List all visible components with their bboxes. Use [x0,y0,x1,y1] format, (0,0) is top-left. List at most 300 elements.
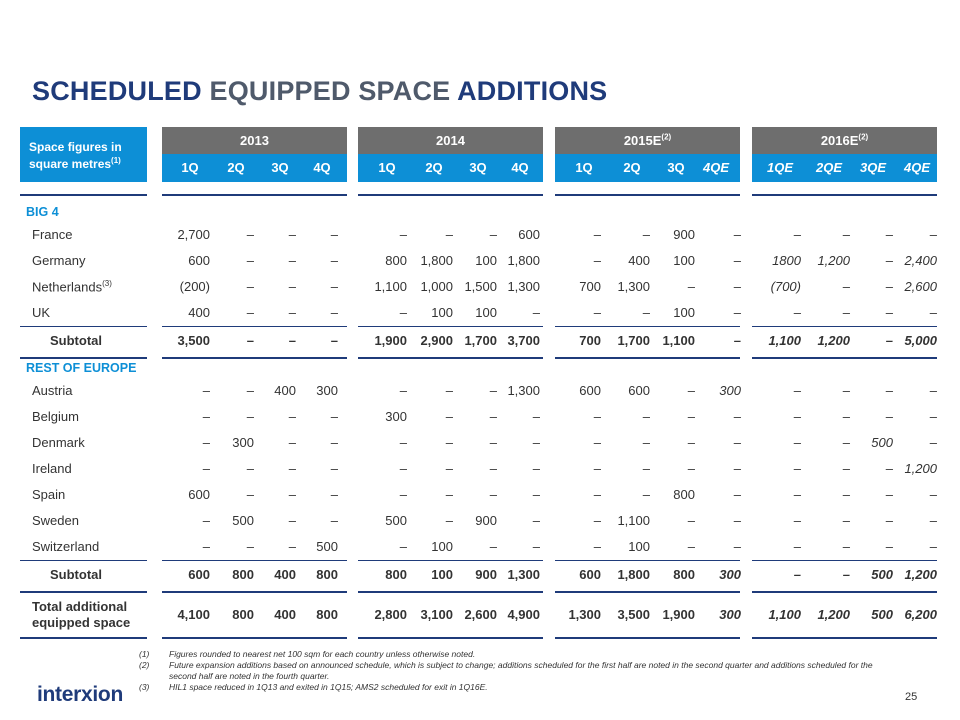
table-cell: – [399,461,407,476]
country-name: Netherlands [32,279,103,295]
table-cell: – [593,513,601,528]
table-cell: 1,200 [817,607,850,622]
table-cell: 800 [673,487,695,502]
table-cell: 1,800 [507,253,540,268]
row-divider [555,591,740,593]
table-cell: – [532,487,540,502]
quarter-label: 4QE [903,160,930,175]
table-cell: 1,100 [768,333,801,348]
year-label: 2014 [436,133,465,148]
table-cell: – [593,435,601,450]
table-cell: 1,700 [464,333,497,348]
table-cell: – [733,513,741,528]
table-cell: 400 [274,567,296,582]
table-cell: – [202,461,210,476]
row-divider [752,326,937,327]
quarter-label: 3Q [667,160,685,175]
table-cell: – [687,409,695,424]
table-cell: – [246,253,254,268]
table-cell: – [733,435,741,450]
table-cell: 1,100 [374,279,407,294]
table-cell: – [445,461,453,476]
table-cell: – [445,487,453,502]
row-label [32,305,50,320]
table-cell: – [593,539,601,554]
table-cell: – [330,487,338,502]
table-cell: – [288,513,296,528]
interxion-logo: interxion [37,683,123,706]
table-cell: 400 [628,253,650,268]
section-heading: BIG 4 [26,205,59,219]
table-cell: – [842,513,850,528]
table-cell: – [330,305,338,320]
table-cell: – [399,305,407,320]
quarter-label: 1Q [181,160,199,175]
table-cell: – [687,383,695,398]
table-cell: – [842,567,850,582]
table-cell: – [489,461,497,476]
table-cell: – [489,409,497,424]
table-cell: – [288,227,296,242]
footnote: (2) Future expansion additions based on announced schedule, which is subject to change; additions scheduled for the first half are noted in the second quarter and additions scheduled for the second half are noted in the fourth quarter. [139,660,873,681]
table-cell: – [288,253,296,268]
table-cell: 100 [475,305,497,320]
country-name: Austria [32,383,73,398]
row-label [32,253,85,268]
table-cell: 300 [316,383,338,398]
country-name: Sweden [32,513,79,528]
table-cell: 800 [316,567,338,582]
table-cell: – [793,383,801,398]
table-cell: – [793,539,801,554]
table-cell: 1,900 [374,333,407,348]
year-header [555,127,740,154]
table-cell: – [330,435,338,450]
table-cell: – [842,227,850,242]
table-cell: – [929,435,937,450]
row-divider [20,194,147,196]
table-cell: – [885,487,893,502]
table-cell: 300 [385,409,407,424]
quarter-label: 2Q [623,160,641,175]
table-cell: 1,200 [904,461,937,476]
table-cell: – [445,513,453,528]
table-cell: – [593,305,601,320]
table-cell: 800 [673,567,695,582]
table-cell: – [532,513,540,528]
table-cell: – [885,409,893,424]
table-cell: – [642,435,650,450]
table-cell: – [793,305,801,320]
table-cell: – [445,409,453,424]
table-cell: 1,700 [617,333,650,348]
table-cell: – [642,461,650,476]
table-cell: – [842,383,850,398]
table-cell: – [733,279,741,294]
table-cell: 4,100 [177,607,210,622]
row-divider [162,560,347,561]
quarter-label: 4Q [313,160,331,175]
table-cell: 600 [188,487,210,502]
table-cell: – [246,279,254,294]
table-cell: 600 [628,383,650,398]
country-name: Belgium [32,409,79,424]
table-cell: 800 [232,607,254,622]
row-label [32,227,72,242]
quarter-label: 4Q [511,160,529,175]
table-corner-header: Space figures in square metres$^{(1)}$ [20,127,147,182]
row-label [32,539,99,554]
table-cell: – [489,435,497,450]
row-divider [358,357,543,359]
table-cell: 1,800 [617,567,650,582]
table-cell: – [445,435,453,450]
table-cell: 500 [871,567,893,582]
table-cell: – [885,333,893,348]
table-cell: – [929,513,937,528]
row-label [32,487,65,502]
table-cell: – [885,513,893,528]
row-divider [752,560,937,561]
country-name: Ireland [32,461,72,476]
table-cell: 300 [719,383,741,398]
table-cell: 1,100 [768,607,801,622]
table-cell: – [733,333,741,348]
table-cell: – [842,279,850,294]
quarter-label: 4QE [702,160,729,175]
table-cell: – [489,487,497,502]
table-cell: – [532,461,540,476]
year-label: 2015E [623,133,662,148]
row-divider [20,326,147,327]
table-cell: – [246,461,254,476]
table-cell: 100 [431,305,453,320]
table-cell: – [793,409,801,424]
row-label [32,461,72,476]
table-cell: – [687,435,695,450]
table-cell: – [929,305,937,320]
table-cell: – [593,487,601,502]
table-cell: 5,000 [904,333,937,348]
table-cell: – [288,333,296,348]
table-cell: – [202,513,210,528]
footnote-ref: (3) [102,279,112,288]
table-cell: – [202,409,210,424]
table-cell: – [929,409,937,424]
table-cell: – [288,461,296,476]
row-divider [752,637,937,639]
table-cell: – [793,513,801,528]
row-divider [162,326,347,327]
quarter-label: 3QE [859,160,886,175]
table-cell: – [793,487,801,502]
country-name: Spain [32,487,66,502]
table-cell: – [445,227,453,242]
table-cell: 1,900 [662,607,695,622]
table-cell: – [687,461,695,476]
table-cell: – [246,409,254,424]
table-cell: 1,500 [464,279,497,294]
row-divider [20,357,147,359]
table-cell: – [793,227,801,242]
table-cell: – [399,487,407,502]
table-cell: 500 [871,435,893,450]
row-divider [358,591,543,593]
table-cell: 800 [385,567,407,582]
table-cell: 500 [385,513,407,528]
table-cell: 1,100 [617,513,650,528]
table-cell: – [246,333,254,348]
table-cell: – [489,539,497,554]
table-cell: – [687,539,695,554]
table-cell: – [246,227,254,242]
row-label [32,279,112,294]
quarter-header-bar [752,154,937,182]
row-divider [162,591,347,593]
table-cell: 600 [518,227,540,242]
country-name: Denmark [32,435,85,450]
table-cell: – [885,539,893,554]
row-divider [162,637,347,639]
footnote: (3) HIL1 space reduced in 1Q13 and exited in 1Q15; AMS2 scheduled for exit in 1Q16E. [139,682,488,692]
table-cell: 2,800 [374,607,407,622]
quarter-label: 2Q [425,160,443,175]
table-cell: 600 [188,567,210,582]
table-cell: – [288,487,296,502]
table-cell: 100 [431,567,453,582]
table-cell: – [593,253,601,268]
row-divider [20,637,147,639]
table-cell: – [642,487,650,502]
row-divider [20,591,147,593]
table-cell: 900 [673,227,695,242]
table-cell: 300 [719,607,741,622]
row-divider [555,326,740,327]
row-divider [555,637,740,639]
table-cell: – [532,409,540,424]
table-cell: – [733,461,741,476]
table-cell: 400 [274,383,296,398]
table-cell: – [929,487,937,502]
footnote: (1) Figures rounded to nearest net 100 sqm for each country unless otherwise noted. [139,649,476,659]
table-cell: 2,600 [464,607,497,622]
year-footnote-ref: (2) [661,132,672,142]
quarter-label: 2QE [815,160,842,175]
country-name: UK [32,305,51,320]
section-heading: REST OF EUROPE [26,361,137,375]
table-cell: – [330,227,338,242]
quarter-label: 1Q [575,160,593,175]
year-footnote-ref: (2) [858,132,869,142]
table-cell: – [929,539,937,554]
table-cell: 900 [475,567,497,582]
table-cell: 100 [475,253,497,268]
row-divider [752,591,937,593]
table-cell: 700 [579,279,601,294]
table-cell: – [202,435,210,450]
table-cell: 300 [719,567,741,582]
table-cell: – [885,461,893,476]
total-label-line1: Total additional [32,599,128,614]
table-cell: (200) [179,279,210,294]
table-cell: – [733,487,741,502]
row-divider [162,357,347,359]
country-name: Germany [32,253,86,268]
total-label-line2: equipped space [32,615,131,630]
year-header [358,127,543,154]
table-cell: 700 [579,333,601,348]
table-cell: 600 [188,253,210,268]
row-divider [358,637,543,639]
row-divider [555,194,740,196]
quarter-label: 3Q [271,160,289,175]
table-cell: – [246,305,254,320]
table-cell: 6,200 [904,607,937,622]
subtotal-label: Subtotal [50,567,102,582]
table-cell: – [885,253,893,268]
table-cell: 2,900 [420,333,453,348]
table-cell: 800 [232,567,254,582]
table-cell: 100 [628,539,650,554]
table-cell: 600 [579,567,601,582]
table-cell: – [330,513,338,528]
table-cell: 1,300 [507,567,540,582]
table-cell: 1,300 [507,279,540,294]
row-divider [555,357,740,359]
table-cell: – [288,409,296,424]
row-label [32,435,85,450]
table-cell: – [202,383,210,398]
table-cell: – [399,539,407,554]
quarter-header-bar [358,154,543,182]
table-cell: 400 [274,607,296,622]
table-cell: 1,100 [662,333,695,348]
table-cell: – [593,461,601,476]
table-cell: – [842,539,850,554]
table-cell: – [642,305,650,320]
table-cell: – [885,383,893,398]
table-cell: 2,600 [904,279,937,294]
table-cell: 300 [232,435,254,450]
row-label [32,513,79,528]
quarter-header-bar [555,154,740,182]
table-cell: 600 [579,383,601,398]
table-cell: – [399,435,407,450]
year-header [752,127,937,154]
table-cell: – [885,305,893,320]
table-cell: – [842,409,850,424]
quarter-label: 3Q [469,160,487,175]
table-cell: 1,000 [420,279,453,294]
table-cell: 900 [475,513,497,528]
table-cell: – [793,461,801,476]
row-divider [752,194,937,196]
quarter-header-bar [162,154,347,182]
quarter-label: 2Q [227,160,245,175]
table-cell: – [330,409,338,424]
table-cell: 1,200 [817,333,850,348]
table-cell: 1,300 [617,279,650,294]
row-divider [162,194,347,196]
subtotal-label: Subtotal [50,333,102,348]
table-cell: – [330,333,338,348]
table-cell: – [593,409,601,424]
table-cell: – [885,227,893,242]
table-cell: 500 [316,539,338,554]
table-cell: 1,200 [904,567,937,582]
table-cell: 1,200 [817,253,850,268]
table-cell: – [246,383,254,398]
table-cell: – [445,383,453,398]
table-cell: 3,500 [617,607,650,622]
table-cell: (700) [770,279,801,294]
table-cell: – [399,383,407,398]
table-cell: 3,500 [177,333,210,348]
table-cell: 1,300 [507,383,540,398]
table-cell: – [330,253,338,268]
table-cell: – [885,279,893,294]
table-cell: – [288,435,296,450]
table-cell: – [330,461,338,476]
table-cell: – [532,305,540,320]
table-cell: – [733,227,741,242]
table-cell: – [733,305,741,320]
table-cell: 500 [232,513,254,528]
row-divider [358,194,543,196]
table-cell: – [246,487,254,502]
row-divider [358,326,543,327]
table-cell: – [202,539,210,554]
row-label [32,409,79,424]
table-cell: – [330,279,338,294]
year-header [162,127,347,154]
table-cell: 100 [673,253,695,268]
page-title: SCHEDULED EQUIPPED SPACE ADDITIONS [32,76,608,106]
table-cell: – [288,279,296,294]
row-divider [20,560,147,561]
table-cell: – [929,227,937,242]
table-cell: – [532,539,540,554]
table-cell: – [842,435,850,450]
table-cell: 800 [316,607,338,622]
country-name: France [32,227,73,242]
table-cell: – [842,461,850,476]
table-cell: – [929,383,937,398]
row-label [32,383,72,398]
table-cell: – [532,435,540,450]
quarter-label: 1Q [378,160,396,175]
row-divider [752,357,937,359]
table-cell: 1800 [772,253,801,268]
table-cell: 1,800 [420,253,453,268]
table-cell: 2,400 [904,253,937,268]
table-cell: – [246,539,254,554]
table-cell: – [489,227,497,242]
table-cell: 1,300 [568,607,601,622]
year-label: 2016E [820,133,859,148]
country-name: Switzerland [32,539,100,554]
footnotes [139,649,899,693]
table-cell: 400 [188,305,210,320]
quarter-label: 1QE [766,160,793,175]
table-cell: 2,700 [177,227,210,242]
table-cell: – [733,253,741,268]
row-divider [358,560,543,561]
table-cell: – [793,435,801,450]
year-label: 2013 [240,133,269,148]
table-cell: – [842,487,850,502]
table-cell: 100 [673,305,695,320]
